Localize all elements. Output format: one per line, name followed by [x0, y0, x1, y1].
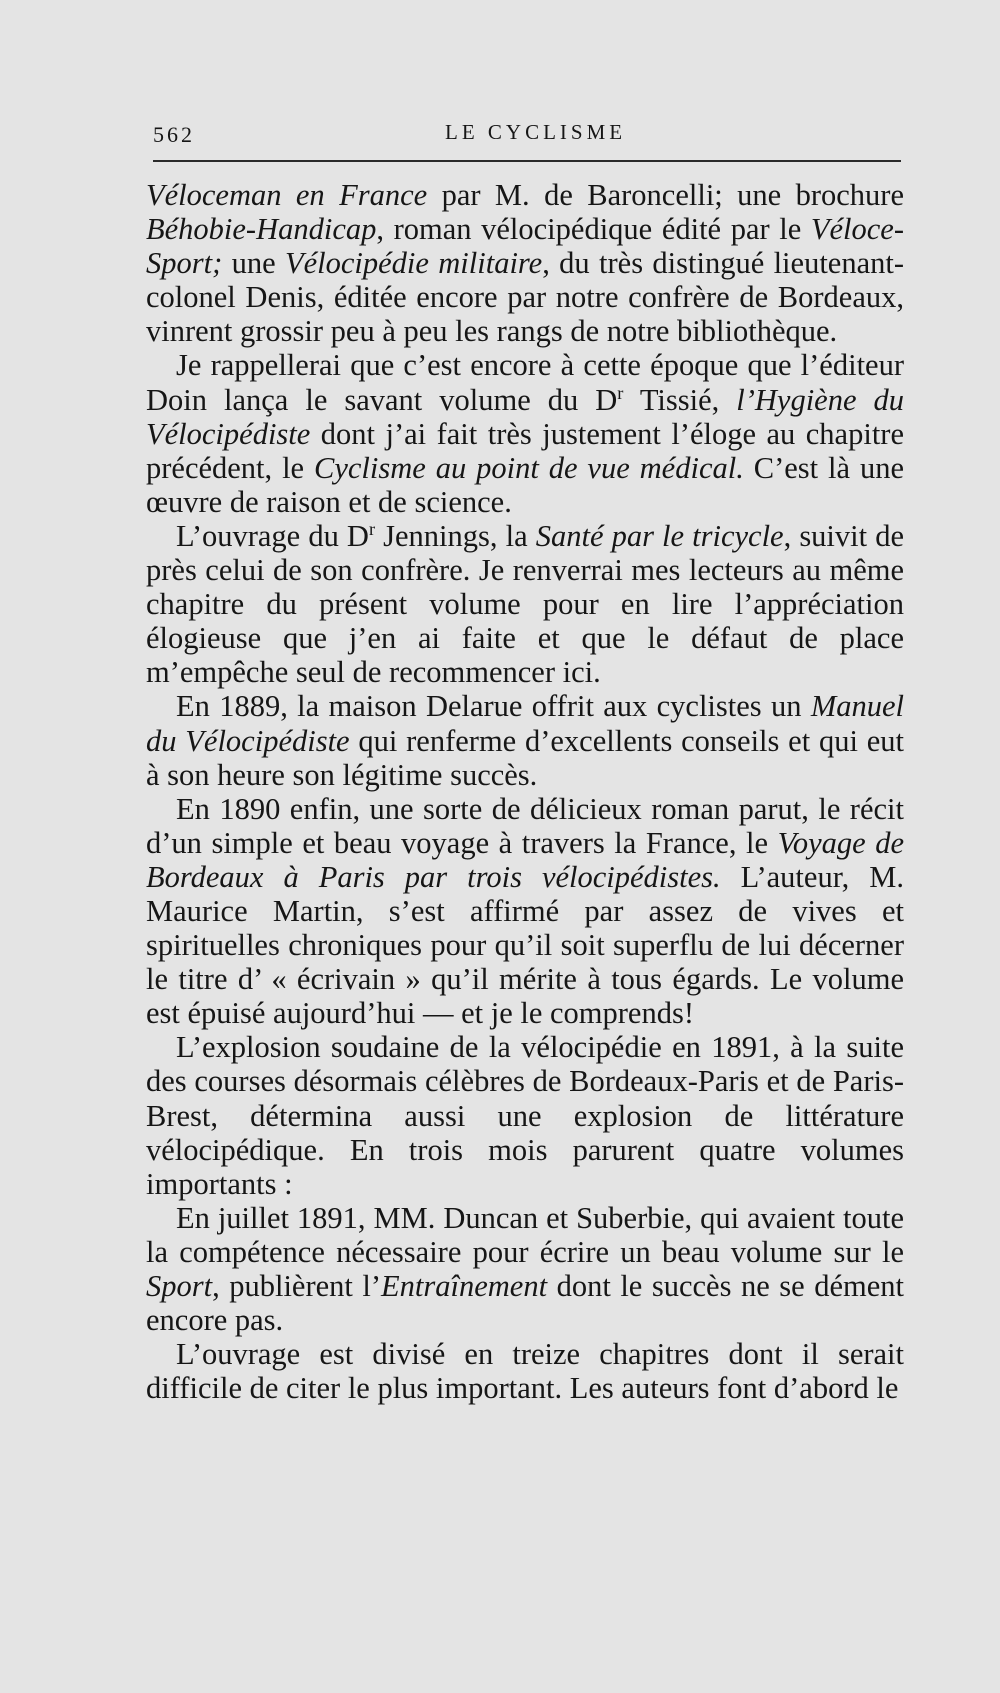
- text-run: une: [222, 246, 285, 281]
- paragraph: [146, 792, 904, 1031]
- superscript: r: [617, 382, 624, 403]
- text-run: En 1889, la maison Delarue offrit aux cyclistes un: [176, 689, 811, 724]
- text-run: par M. de Baroncelli; une brochure: [427, 178, 904, 212]
- text-run: , roman vélocipédique édité par le: [376, 212, 811, 247]
- header-rule: [153, 160, 901, 162]
- running-title: LE CYCLISME: [445, 120, 627, 144]
- italic-title: Santé par le tricycle: [535, 518, 784, 553]
- italic-title: l’Hygiène du Vélocipédiste: [146, 382, 905, 451]
- paragraph: [146, 1337, 904, 1405]
- text-run: En 1890 enfin, une sorte de délicieux roman parut, le récit d’un simple et beau voyage à travers la France, le: [146, 791, 904, 860]
- text-run: dont le succès ne se dément encore pas.: [146, 1269, 904, 1338]
- text-run: Jennings, la: [375, 518, 536, 553]
- superscript: r: [368, 518, 376, 539]
- page-header: [153, 118, 901, 152]
- italic-title: Manuel du Vélocipédiste: [146, 689, 904, 758]
- italic-title: Voyage de Bordeaux à Paris par trois vélocipédistes.: [146, 825, 904, 894]
- italic-title: Véloceman en France: [146, 178, 428, 212]
- text-run: Tissié,: [623, 382, 737, 417]
- italic-title: Cyclisme au point de vue médical.: [314, 450, 744, 485]
- text-run: , suivit de près celui de son confrère. Je renverrai mes lecteurs au même chapitre du présent volume pour en lire l’appréciation élogieuse que j’en ai faite et que le défaut de place m’empêche seul de recommencer ici.: [146, 518, 904, 690]
- italic-title: Véloce-Sport;: [146, 212, 904, 281]
- italic-title: Vélocipédie militaire: [284, 246, 543, 281]
- text-run: L’ouvrage est divisé en treize chapitres dont il serait difficile de citer le plus important. Les auteurs font d’abord le: [146, 1337, 904, 1406]
- paragraph: [146, 519, 904, 689]
- text-run: , publièrent l’: [212, 1269, 382, 1303]
- text-run: L’explosion soudaine de la vélocipédie en 1891, à la suite des courses désormais célèbres de Bordeaux-Paris et de Paris-Brest, détermina aussi une explosion de littérature vélocipédique. En trois mois parurent quatre volumes importants :: [146, 1030, 904, 1201]
- paragraph: [146, 1030, 904, 1200]
- page-number: 562: [153, 122, 195, 147]
- text-run: Je rappellerai que c’est encore à cette époque que l’éditeur Doin lança le savant volume du D: [146, 348, 904, 417]
- text-run: C’est là une œuvre de raison et de science.: [146, 450, 905, 519]
- paragraph: [146, 348, 904, 518]
- text-run: En juillet 1891, MM. Duncan et Suberbie, qui avaient toute la compétence nécessaire pour écrire un beau volume sur le: [146, 1200, 904, 1269]
- text-run: , du très distingué lieutenant-colonel Denis, éditée encore par notre confrère de Bordeaux, vinrent grossir peu à peu les rangs de notre bibliothèque.: [146, 246, 904, 349]
- italic-title: Entraînement: [381, 1269, 548, 1303]
- italic-title: Sport: [146, 1269, 213, 1303]
- text-run: L’auteur, M. Maurice Martin, s’est affirmé par assez de vives et spirituelles chroniques pour qu’il soit superflu de lui décerner le titre d’ « écrivain » qu’il mérite à tous égards. Le volume est épuisé aujourd’hui — et je le comprends!: [146, 859, 904, 1031]
- text-run: L’ouvrage du D: [176, 518, 369, 553]
- text-run: qui renferme d’excellents conseils et qui eut à son heure son légitime succès.: [146, 723, 905, 792]
- body-text: [146, 178, 904, 1405]
- paragraph: [146, 178, 904, 348]
- paragraph: [146, 689, 904, 791]
- paragraph: [146, 1201, 904, 1337]
- italic-title: Béhobie-Handicap: [146, 212, 377, 247]
- text-run: dont j’ai fait très justement l’éloge au chapitre précédent, le: [146, 416, 904, 485]
